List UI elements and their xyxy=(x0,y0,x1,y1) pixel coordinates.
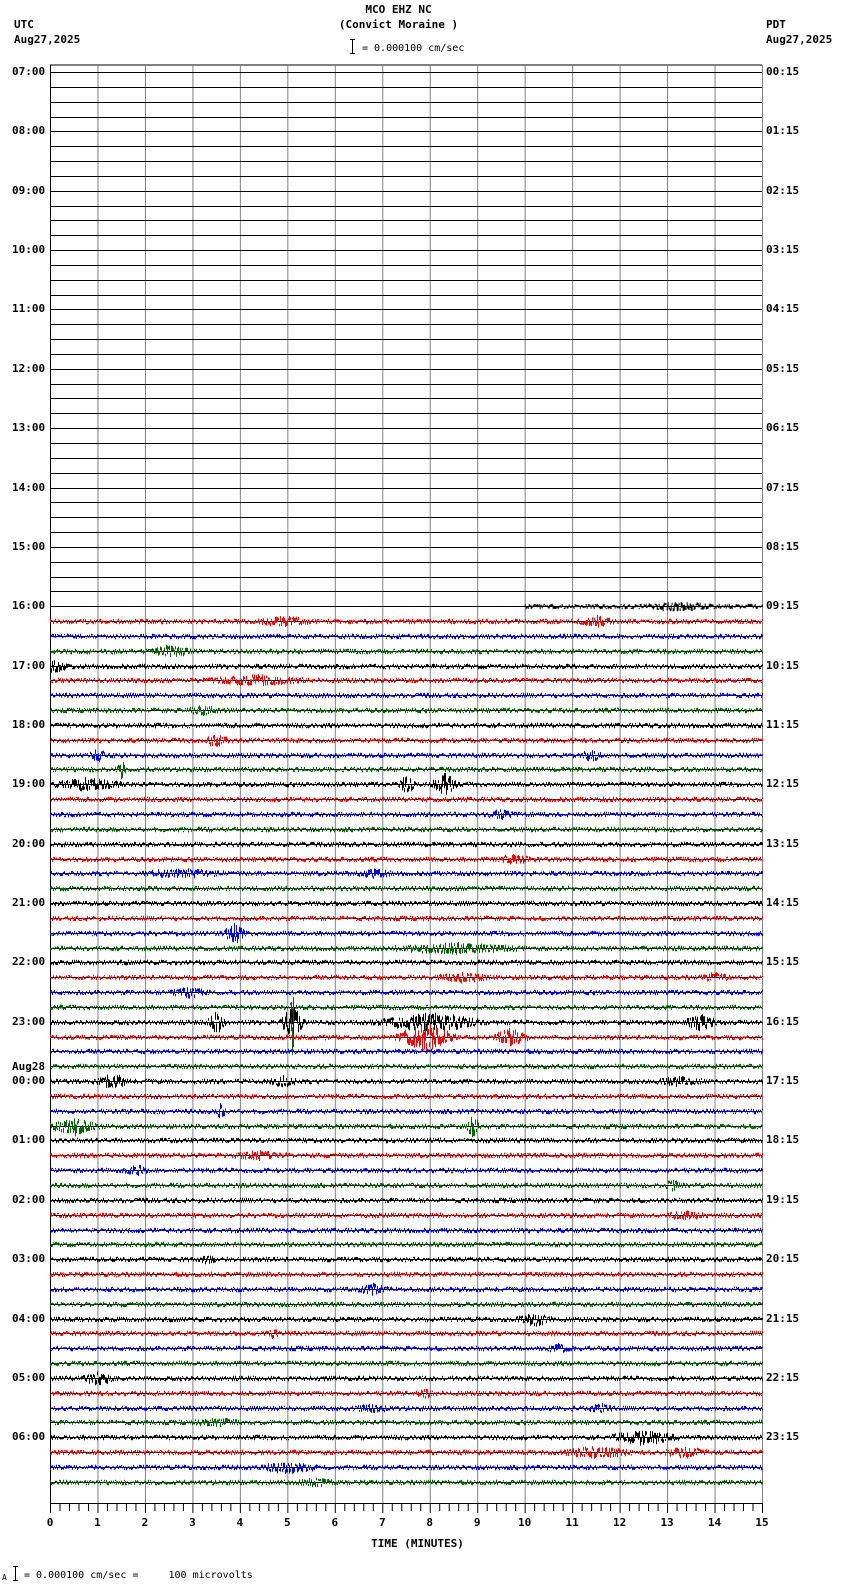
pdt-hour-label: 14:15 xyxy=(766,896,800,909)
utc-hour-label: 09:00 xyxy=(12,184,46,197)
left-date: Aug27,2025 xyxy=(14,33,81,46)
pdt-hour-label: 09:15 xyxy=(766,599,800,612)
pdt-hour-label: 17:15 xyxy=(766,1074,800,1087)
x-tick-label: 3 xyxy=(189,1516,196,1529)
x-tick-label: 13 xyxy=(660,1516,674,1529)
pdt-hour-label: 00:15 xyxy=(766,65,800,78)
utc-hour-label: 17:00 xyxy=(12,659,46,672)
utc-hour-label: 05:00 xyxy=(12,1371,46,1384)
x-tick-label: 4 xyxy=(236,1516,244,1529)
utc-hour-label: 22:00 xyxy=(12,955,46,968)
x-axis-title: TIME (MINUTES) xyxy=(371,1537,464,1550)
utc-hour-label: 11:00 xyxy=(12,302,46,315)
x-tick-label: 2 xyxy=(141,1516,149,1529)
pdt-hour-label: 19:15 xyxy=(766,1193,800,1206)
pdt-hour-label: 20:15 xyxy=(766,1252,800,1265)
station-title: MCO EHZ NC xyxy=(365,3,432,16)
pdt-hour-label: 16:15 xyxy=(766,1015,800,1028)
utc-hour-label: 03:00 xyxy=(12,1252,46,1265)
utc-hour-label: 16:00 xyxy=(12,599,46,612)
utc-hour-label: 01:00 xyxy=(12,1133,46,1146)
utc-hour-label: 19:00 xyxy=(12,777,46,790)
pdt-hour-label: 04:15 xyxy=(766,302,800,315)
pdt-hour-label: 11:15 xyxy=(766,718,800,731)
pdt-hour-label: 23:15 xyxy=(766,1430,800,1443)
utc-hour-label: 14:00 xyxy=(12,481,46,494)
pdt-hour-label: 10:15 xyxy=(766,659,800,672)
pdt-hour-label: 18:15 xyxy=(766,1133,800,1146)
right-timezone: PDT xyxy=(766,18,786,31)
pdt-hour-label: 05:15 xyxy=(766,362,800,375)
x-tick-label: 11 xyxy=(565,1516,579,1529)
pdt-hour-label: 15:15 xyxy=(766,955,800,968)
utc-hour-label: 13:00 xyxy=(12,421,46,434)
pdt-hour-label: 07:15 xyxy=(766,481,800,494)
x-tick-label: 12 xyxy=(612,1516,627,1529)
pdt-hour-label: 22:15 xyxy=(766,1371,800,1384)
x-tick-label: 7 xyxy=(378,1516,386,1529)
utc-hour-label: 15:00 xyxy=(12,540,46,553)
footer-scale-text: = 0.000100 cm/sec = 100 microvolts xyxy=(24,1570,253,1581)
footer-scale-prefix: A xyxy=(2,1573,7,1582)
pdt-hour-label: 08:15 xyxy=(766,540,800,553)
utc-hour-label: 07:00 xyxy=(12,65,46,78)
utc-hour-label: 21:00 xyxy=(12,896,46,909)
pdt-hour-label: 21:15 xyxy=(766,1312,800,1325)
utc-hour-label: 23:00 xyxy=(12,1015,46,1028)
x-tick-label: 0 xyxy=(46,1516,54,1529)
x-tick-label: 14 xyxy=(707,1516,722,1529)
x-tick-label: 5 xyxy=(284,1516,291,1529)
left-timezone: UTC xyxy=(14,18,34,31)
x-tick-label: 15 xyxy=(755,1516,769,1529)
utc-hour-label: 08:00 xyxy=(12,124,46,137)
x-tick-label: 10 xyxy=(518,1516,532,1529)
pdt-hour-label: 06:15 xyxy=(766,421,800,434)
x-tick-label: 8 xyxy=(426,1516,434,1529)
utc-hour-label: 06:00 xyxy=(12,1430,46,1443)
station-location: (Convict Moraine ) xyxy=(338,18,459,31)
x-tick-label: 6 xyxy=(331,1516,339,1529)
pdt-hour-label: 13:15 xyxy=(766,837,800,850)
pdt-hour-label: 01:15 xyxy=(766,124,800,137)
utc-hour-label: 12:00 xyxy=(12,362,46,375)
right-date: Aug27,2025 xyxy=(766,33,833,46)
utc-hour-label: 20:00 xyxy=(12,837,46,850)
utc-hour-label: 00:00 xyxy=(12,1074,46,1087)
utc-hour-label: 04:00 xyxy=(12,1312,46,1325)
x-tick-label: 1 xyxy=(94,1516,101,1529)
utc-hour-label: 10:00 xyxy=(12,243,46,256)
utc-hour-label: 18:00 xyxy=(12,718,46,731)
utc-hour-label: 02:00 xyxy=(12,1193,46,1206)
x-tick-label: 9 xyxy=(473,1516,481,1529)
scale-text: = 0.000100 cm/sec xyxy=(362,43,465,54)
pdt-hour-label: 02:15 xyxy=(766,184,800,197)
date-change-label: Aug28 xyxy=(12,1060,46,1073)
pdt-hour-label: 12:15 xyxy=(766,777,800,790)
pdt-hour-label: 03:15 xyxy=(766,243,800,256)
